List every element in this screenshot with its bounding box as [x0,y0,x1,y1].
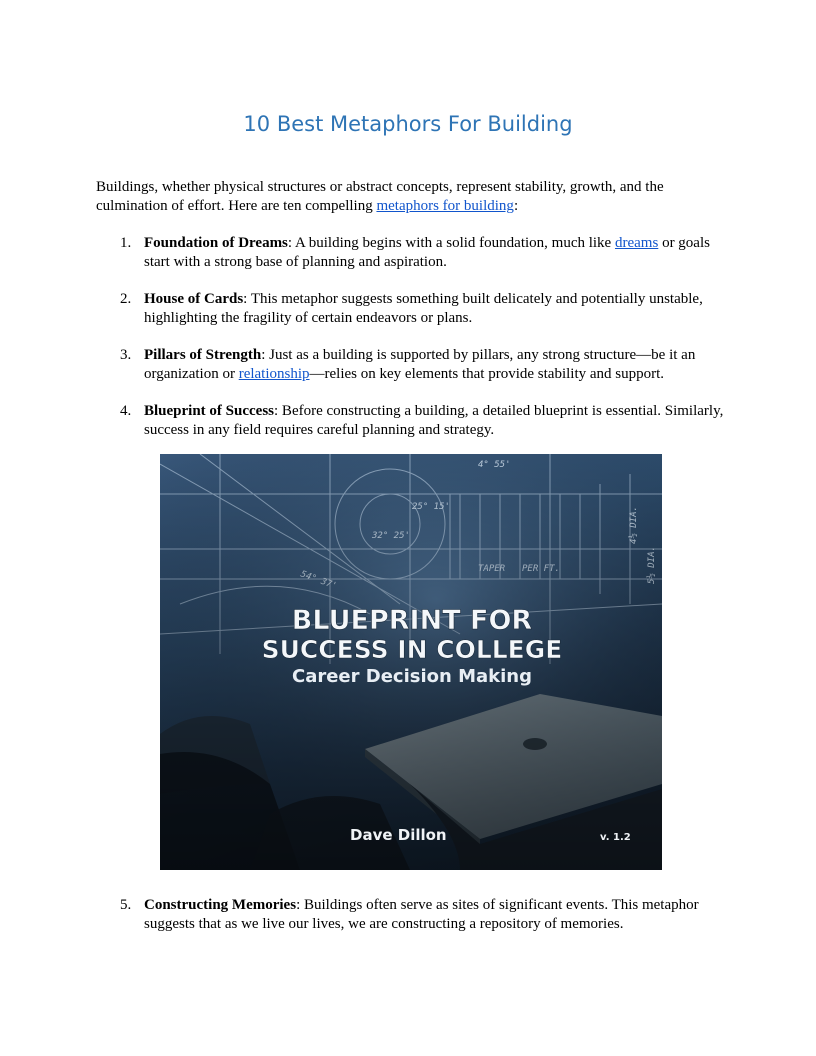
item-text: : A building begins with a solid foundation, much like [287,235,615,251]
item-text-end: or goals start with a strong base of planning and aspiration. [144,235,710,270]
metaphor-list [96,234,736,458]
list-number: 4. [120,403,132,419]
item-text: : Just as a building is supported by pillars, any strong structure—be it an organization or [144,347,696,382]
list-number: 5. [120,897,132,913]
metaphor-list-continued [96,896,736,952]
item-term: Foundation of Dreams [144,235,288,251]
list-item [96,896,736,934]
cover-subtitle: Career Decision Making [291,666,533,687]
item-text: : Before constructing a building, a detailed blueprint is essential. Similarly, success in any field requires careful planning and strategy. [144,403,724,438]
item-text: : Buildings often serve as sites of significant events. This metaphor suggests that as we live our lives, we are constructing a repository of memories. [144,897,699,932]
list-number: 3. [120,347,132,363]
item-text-end: —relies on key elements that provide stability and support. [309,366,665,382]
cover-artwork [160,454,662,870]
list-number: 2. [120,291,132,307]
dreams-link[interactable]: dreams [614,235,659,251]
page-title: 10 Best Metaphors For Building [243,112,573,136]
item-text: : This metaphor suggests something built delicately and potentially unstable, highlighting the fragility of certain endeavors or plans. [144,291,703,326]
list-item [96,234,736,272]
metaphors-link[interactable]: metaphors for building [376,198,514,214]
cover-version: v. 1.2 [600,832,631,843]
item-term: Constructing Memories [144,897,297,913]
intro-paragraph [96,178,720,216]
list-number: 1. [120,235,132,251]
book-cover-image [160,454,662,870]
list-item [96,346,736,384]
item-term: Blueprint of Success [144,403,275,419]
list-item [96,290,736,328]
relationship-link[interactable]: relationship [238,366,310,382]
intro-text-end: : [513,198,519,214]
intro-text: Buildings, whether physical structures or abstract concepts, represent stability, growth, and the culmination of effort. Here are ten compelling [96,179,664,214]
cover-title-line2: SUCCESS IN COLLEGE [261,635,563,664]
item-term: House of Cards [144,291,244,307]
cover-author: Dave Dillon [350,826,447,844]
list-item [96,402,736,440]
item-term: Pillars of Strength [144,347,262,363]
cover-title-line1: BLUEPRINT FOR [291,605,533,636]
